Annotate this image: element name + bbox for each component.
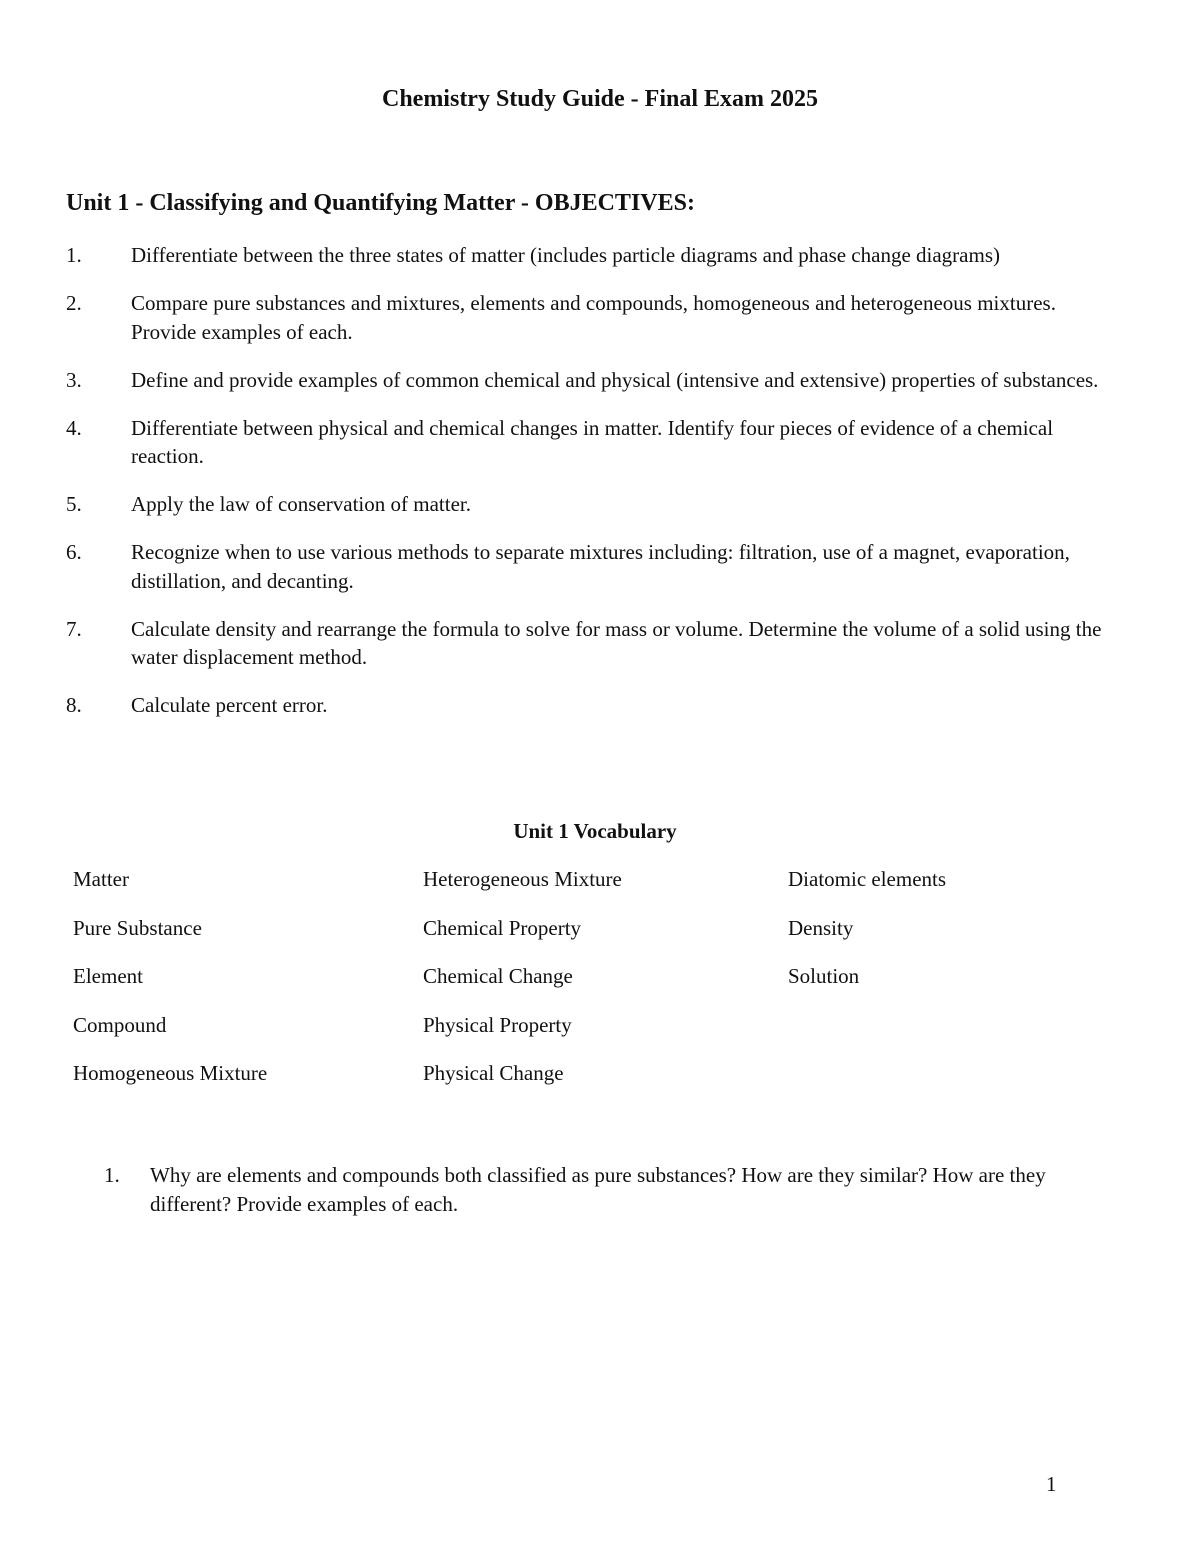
objective-number: 2. <box>66 291 82 315</box>
vocabulary-term: Density <box>788 915 854 940</box>
objective-item <box>66 241 1126 270</box>
vocabulary-term: Matter <box>73 867 129 891</box>
objective-number: 7. <box>66 616 82 641</box>
objective-item <box>66 414 1126 471</box>
vocabulary-title: Unit 1 Vocabulary <box>513 819 677 843</box>
objective-text: Compare pure substances and mixtures, elements and compounds, homogeneous and heterogeneous mixtures. Provide examples of each. <box>131 291 1056 344</box>
question-number: 1. <box>104 1163 120 1187</box>
objective-number: 3. <box>66 367 82 392</box>
objective-number: 4. <box>66 415 82 440</box>
objective-number: 5. <box>66 492 82 516</box>
page-number: 1 <box>1046 1472 1057 1496</box>
objective-number: 6. <box>66 540 82 564</box>
vocabulary-term: Solution <box>788 964 860 988</box>
question-item <box>104 1161 1094 1218</box>
question-text: Why are elements and compounds both classified as pure substances? How are they similar? How are they different? Provide examples of each. <box>150 1163 1046 1216</box>
vocabulary-column <box>788 865 946 1011</box>
unit-heading: Unit 1 - Classifying and Quantifying Matter - OBJECTIVES: <box>66 190 695 216</box>
objective-text: Calculate percent error. <box>131 693 328 717</box>
vocabulary-column <box>423 865 622 1108</box>
vocabulary-term: Heterogeneous Mixture <box>423 867 622 891</box>
vocabulary-term: Physical Property <box>423 1012 572 1037</box>
objective-text: Recognize when to use various methods to separate mixtures including: filtration, use of a magnet, evaporation, distillation, and decanting. <box>131 540 1070 593</box>
objective-text: Differentiate between the three states of matter (includes particle diagrams and phase change diagrams) <box>131 243 1000 267</box>
vocabulary-term: Element <box>73 964 143 988</box>
objective-item <box>66 538 1126 595</box>
objective-item <box>66 490 1126 519</box>
vocabulary-term: Pure Substance <box>73 915 202 940</box>
objective-text: Apply the law of conservation of matter. <box>131 492 471 516</box>
vocabulary-term: Homogeneous Mixture <box>73 1061 268 1085</box>
objective-item <box>66 691 1126 720</box>
vocabulary-term: Chemical Property <box>423 915 582 940</box>
objective-text: Differentiate between physical and chemical changes in matter. Identify four pieces of evidence of a chemical reaction. <box>131 415 1054 468</box>
objective-number: 8. <box>66 693 82 717</box>
document-title: Chemistry Study Guide - Final Exam 2025 <box>381 86 819 112</box>
objective-text: Calculate density and rearrange the formula to solve for mass or volume. Determine the volume of a solid using the water displacement method. <box>131 616 1102 669</box>
objective-number: 1. <box>66 243 82 267</box>
objective-item <box>66 366 1126 395</box>
vocabulary-term: Compound <box>73 1012 167 1037</box>
objective-item <box>66 615 1126 672</box>
vocabulary-term: Diatomic elements <box>788 867 947 891</box>
objective-text: Define and provide examples of common chemical and physical (intensive and extensive) properties of substances. <box>131 367 1099 392</box>
vocabulary-term: Physical Change <box>423 1061 564 1085</box>
vocabulary-term: Chemical Change <box>423 964 573 988</box>
questions-list <box>104 1161 1094 1218</box>
objectives-list <box>66 241 1126 739</box>
vocabulary-column <box>73 865 267 1108</box>
objective-item <box>66 289 1126 346</box>
